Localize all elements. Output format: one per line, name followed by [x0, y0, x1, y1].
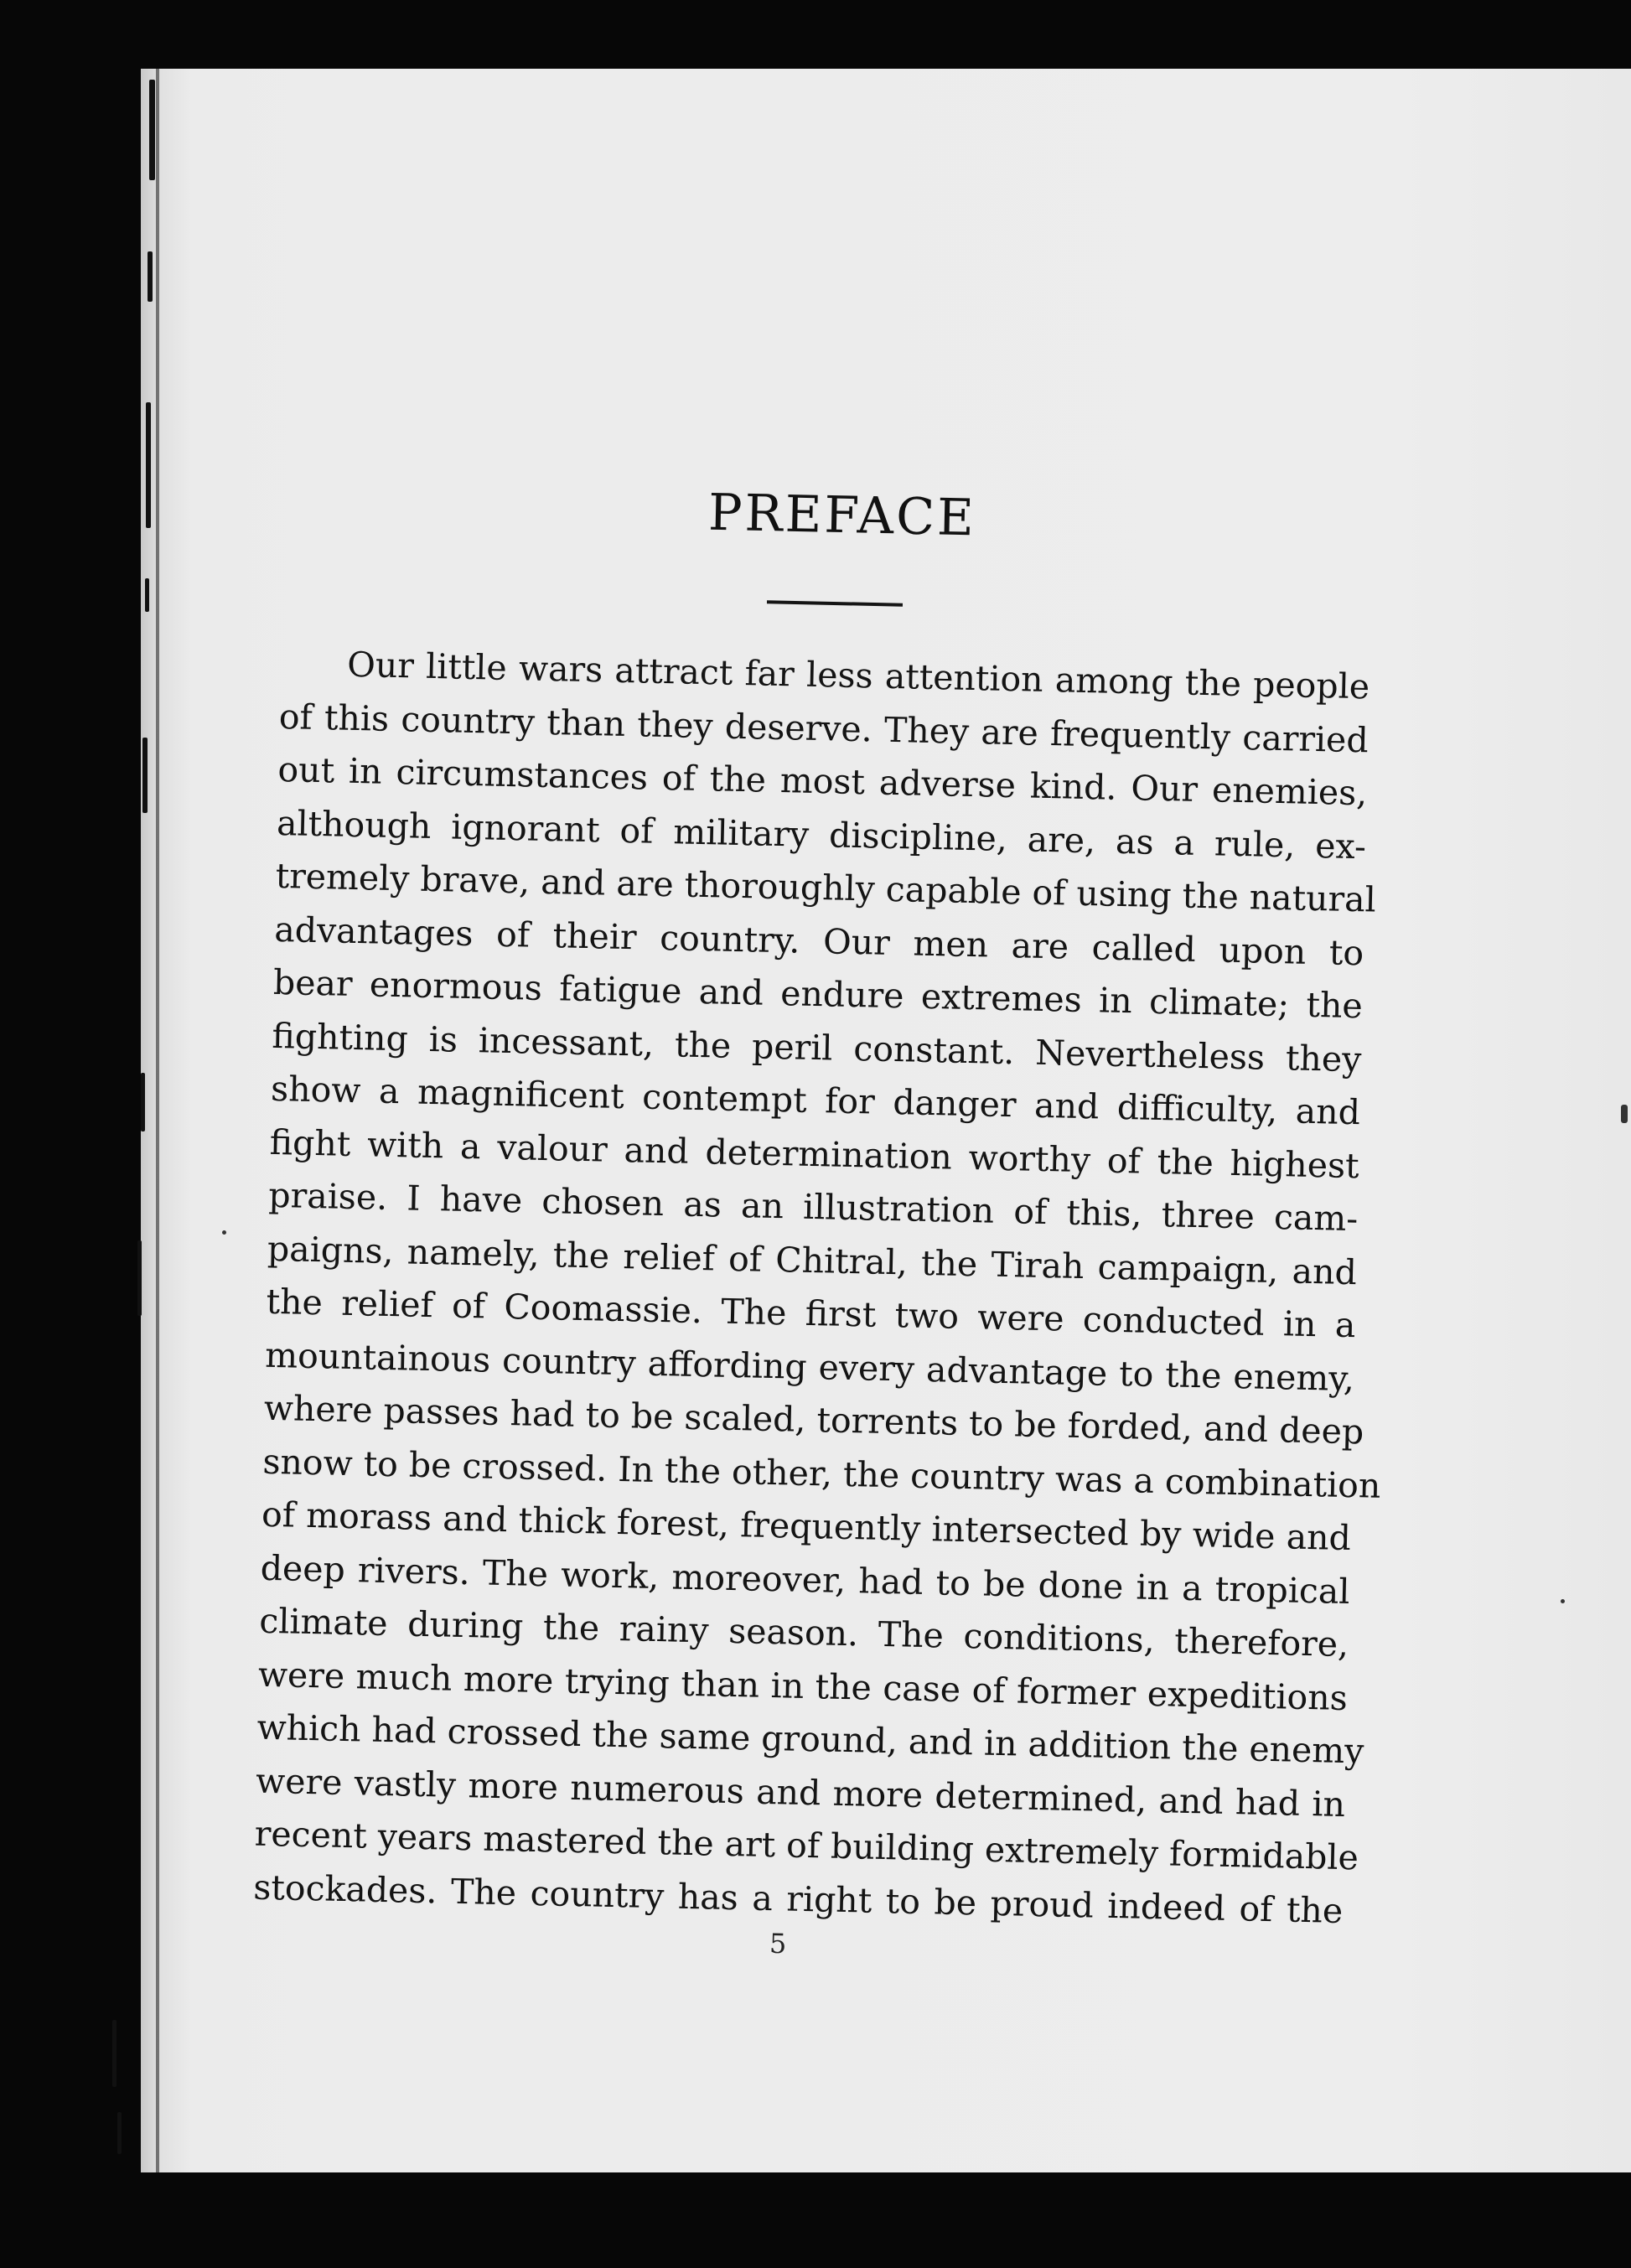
text-line: praise. I have chosen as an illustration of this, three cam- [267, 1174, 1359, 1240]
page-gutter [156, 69, 159, 2172]
dust-speck [222, 1230, 226, 1235]
gutter-mark [112, 2020, 116, 2087]
text-line: of morass and thick forest, frequently intersected by wide and [261, 1494, 1352, 1559]
gutter-mark [145, 578, 149, 612]
text-line: which had crossed the same ground, and in addition the enemy [256, 1706, 1364, 1772]
dust-speck [1621, 1105, 1628, 1123]
text-line: paigns, namely, the relief of Chitral, the Tirah campaign, and [267, 1228, 1358, 1292]
text-line: show a magnificent contempt for danger and difficulty, and [270, 1068, 1361, 1133]
gutter-mark [148, 251, 153, 302]
text-line: fighting is incessant, the peril constant. Nevertheless they [272, 1015, 1362, 1080]
text-line: tremely brave, and are thoroughly capable of using the natural [275, 855, 1377, 920]
preface-text [252, 637, 1381, 1938]
gutter-mark [142, 738, 148, 813]
page-title: PREFACE [707, 483, 977, 548]
text-line: were much more trying than in the case of former expeditions [257, 1654, 1349, 1718]
text-line: recent years mastered the art of building extremely formidable [254, 1813, 1359, 1878]
text-line: were vastly more numerous and more determined, and had in [255, 1760, 1346, 1825]
text-line: stockades. The country has a right to be proud indeed of the [252, 1867, 1344, 1931]
gutter-mark [141, 1073, 145, 1131]
text-line: bear enormous fatigue and endure extremes in climate; the [272, 961, 1364, 1027]
dust-speck [1561, 1599, 1565, 1603]
gutter-mark [137, 1240, 142, 1316]
text-line: mountainous country affording every advantage to the enemy, [264, 1334, 1355, 1399]
page-number: 5 [769, 1927, 787, 1960]
text-line: although ignorant of military discipline, are, as a rule, ex- [276, 802, 1367, 867]
text-line: deep rivers. The work, moreover, had to be done in a tropical [260, 1547, 1350, 1612]
text-line: where passes had to be scaled, torrents to be forded, and deep [263, 1387, 1364, 1452]
gutter-mark [149, 80, 155, 180]
gutter-mark [117, 2112, 122, 2154]
text-line: snow to be crossed. In the other, the country was a combination [262, 1441, 1381, 1506]
text-line: the relief of Coomassie. The first two were conducted in a [266, 1281, 1356, 1346]
text-line: Our little wars attract far less attention among the people [346, 644, 1370, 707]
text-line: climate during the rainy season. The conditions, therefore, [258, 1600, 1349, 1665]
text-line: advantages of their country. Our men are called upon to [273, 909, 1364, 973]
text-line: fight with a valour and determination worthy of the highest [269, 1121, 1360, 1186]
text-line: out in circumstances of the most adverse kind. Our enemies, [277, 748, 1368, 814]
text-line: of this country than they deserve. They are frequently carried [278, 696, 1370, 760]
